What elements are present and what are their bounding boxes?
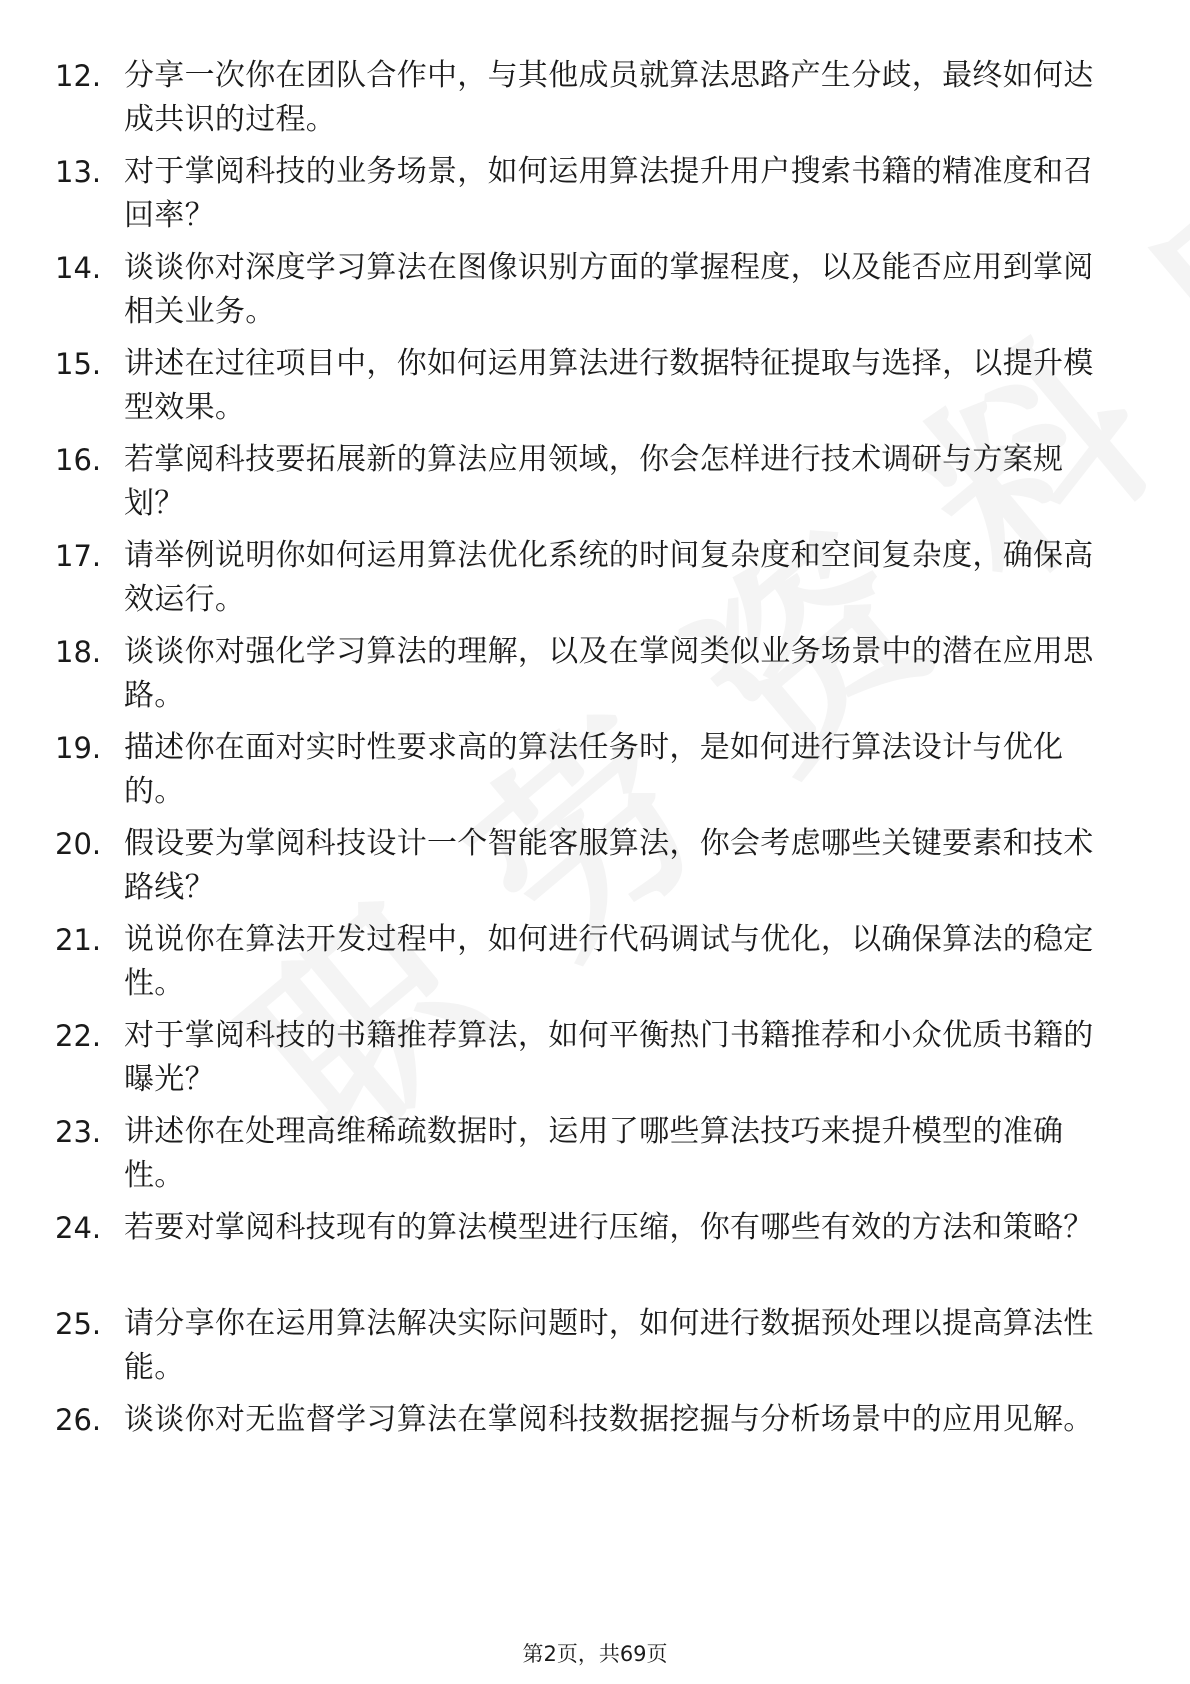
question-number: 13. <box>55 155 102 189</box>
question-text: 若掌阅科技要拓展新的算法应用领域，你会怎样进行技术调研与方案规划？ <box>124 442 1064 521</box>
question-item-22 <box>0 1014 1190 1110</box>
question-number: 25. <box>55 1307 102 1341</box>
question-item-12 <box>0 54 1190 150</box>
question-number: 18. <box>55 635 102 669</box>
question-text: 对于掌阅科技的书籍推荐算法，如何平衡热门书籍推荐和小众优质书籍的曝光？ <box>124 1018 1094 1097</box>
question-item-13 <box>0 150 1190 246</box>
question-number: 17. <box>55 539 102 573</box>
question-number: 20. <box>55 827 102 861</box>
question-number: 16. <box>55 443 102 477</box>
question-item-19 <box>0 726 1190 822</box>
question-item-21 <box>0 918 1190 1014</box>
question-item-14 <box>0 246 1190 342</box>
page-number-label: 第2页，共69页 <box>522 1642 668 1666</box>
question-text: 假设要为掌阅科技设计一个智能客服算法，你会考虑哪些关键要素和技术路线？ <box>124 826 1094 905</box>
question-number: 26. <box>55 1403 102 1437</box>
question-text: 请分享你在运用算法解决实际问题时，如何进行数据预处理以提高算法性能。 <box>124 1306 1094 1385</box>
question-text: 讲述在过往项目中，你如何运用算法进行数据特征提取与选择，以提升模型效果。 <box>124 346 1094 425</box>
question-number: 24. <box>55 1211 102 1245</box>
question-item-20 <box>0 822 1190 918</box>
question-number: 15. <box>55 347 102 381</box>
question-item-16 <box>0 438 1190 534</box>
question-number: 19. <box>55 731 102 765</box>
question-number: 12. <box>55 59 102 93</box>
question-text: 分享一次你在团队合作中，与其他成员就算法思路产生分歧，最终如何达成共识的过程。 <box>124 58 1094 137</box>
question-text: 描述你在面对实时性要求高的算法任务时，是如何进行算法设计与优化的。 <box>124 730 1064 809</box>
question-item-17 <box>0 534 1190 630</box>
question-text: 谈谈你对深度学习算法在图像识别方面的掌握程度，以及能否应用到掌阅相关业务。 <box>124 250 1094 329</box>
question-text: 说说你在算法开发过程中，如何进行代码调试与优化，以确保算法的稳定性。 <box>124 922 1094 1001</box>
question-item-23 <box>0 1110 1190 1206</box>
question-text: 谈谈你对无监督学习算法在掌阅科技数据挖掘与分析场景中的应用见解。 <box>124 1402 1094 1437</box>
question-text: 讲述你在处理高维稀疏数据时，运用了哪些算法技巧来提升模型的准确性。 <box>124 1114 1064 1193</box>
question-text: 请举例说明你如何运用算法优化系统的时间复杂度和空间复杂度，确保高效运行。 <box>124 538 1094 617</box>
question-text: 对于掌阅科技的业务场景，如何运用算法提升用户搜索书籍的精准度和召回率？ <box>124 154 1094 233</box>
question-number: 22. <box>55 1019 102 1053</box>
question-number: 14. <box>55 251 102 285</box>
question-item-15 <box>0 342 1190 438</box>
question-item-18 <box>0 630 1190 726</box>
question-item-24 <box>0 1206 1190 1302</box>
question-text: 谈谈你对强化学习算法的理解，以及在掌阅类似业务场景中的潜在应用思路。 <box>124 634 1094 713</box>
question-number: 21. <box>55 923 102 957</box>
question-text: 若要对掌阅科技现有的算法模型进行压缩，你有哪些有效的方法和策略？ <box>124 1210 1094 1245</box>
question-item-25 <box>0 1302 1190 1398</box>
question-item-26 <box>0 1398 1190 1494</box>
page-footer <box>0 1638 1190 1668</box>
question-number: 23. <box>55 1115 102 1149</box>
question-list <box>0 54 1190 1494</box>
